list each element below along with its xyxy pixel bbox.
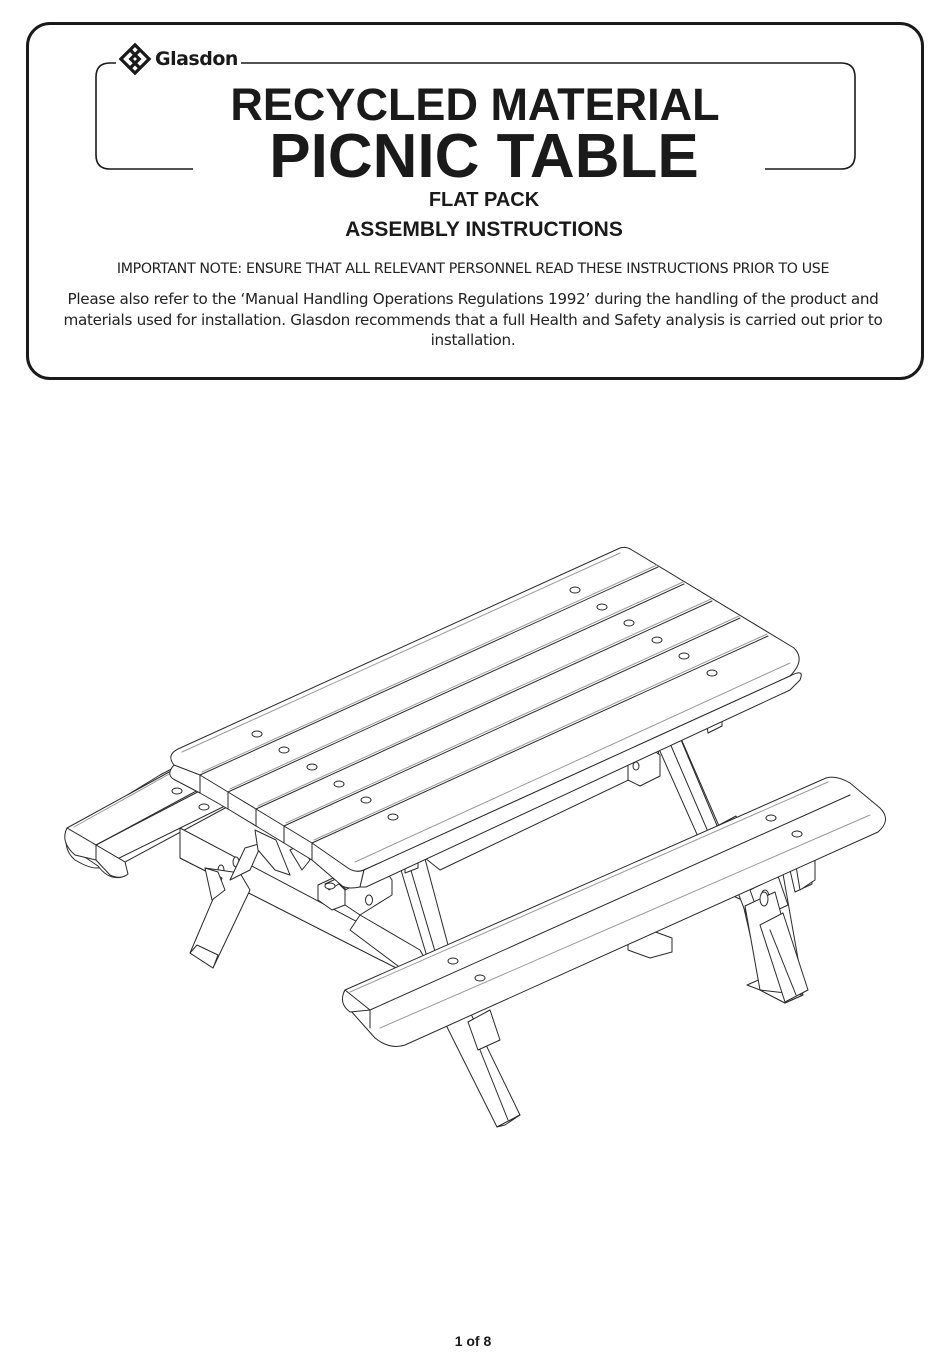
safety-paragraph: Please also refer to the ‘Manual Handling Operations Regulations 1992’ during the handling of the product and materials used for installation. Glasdon recommends that a full Health and Safety analysis is carried out prior to installation. xyxy=(63,290,883,349)
brand-name: Glasdon xyxy=(155,48,238,70)
subtitle-flat-pack: FLAT PACK xyxy=(428,189,540,211)
title-recycled-material: RECYCLED MATERIAL xyxy=(230,79,720,130)
important-note: IMPORTANT NOTE: ENSURE THAT ALL RELEVANT PERSONNEL READ THESE INSTRUCTIONS PRIOR TO USE xyxy=(116,261,830,277)
subtitle-assembly-instructions: ASSEMBLY INSTRUCTIONS xyxy=(345,218,623,241)
page-number: 1 of 8 xyxy=(454,1333,492,1349)
title-picnic-table: PICNIC TABLE xyxy=(269,122,699,191)
